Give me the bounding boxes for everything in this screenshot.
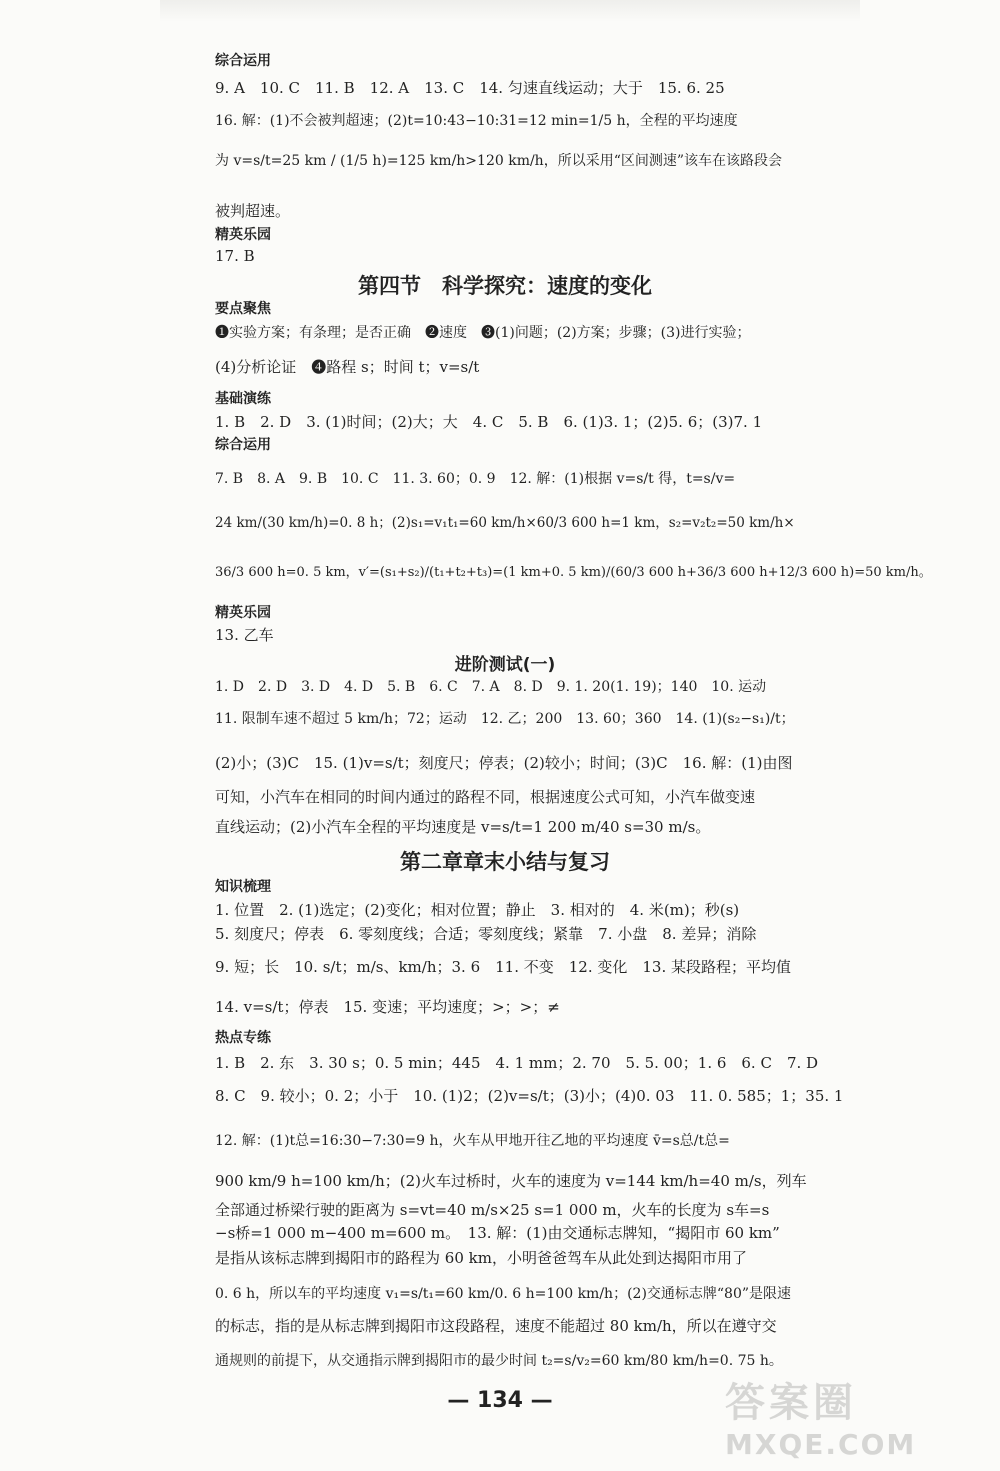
answer-line: (2)小；(3)C 15. (1)v=s/t；刻度尺；停表；(2)较小；时间；(3)C 16. 解：(1)由图 [215,754,793,772]
section-label: 精英乐园 [215,605,271,621]
answer-line: 13. 乙车 [215,626,274,644]
section-label: 综合运用 [215,53,271,69]
answer-line: 5. 刻度尺；停表 6. 零刻度线；合适；零刻度线；紧靠 7. 小盘 8. 差异；消除 [215,925,757,943]
answer-line: 16. 解：(1)不会被判超速；(2)t=10:43−10:31=12 min=1/5 h，全程的平均速度 [215,113,738,129]
answer-line: 8. C 9. 较小；0. 2；小于 10. (1)2；(2)v=s/t；(3)小；(4)0. 03 11. 0. 585；1；35. 1 [215,1087,844,1105]
answer-line: 14. v=s/t；停表 15. 变速；平均速度；>；>；≠ [215,998,560,1016]
answer-line: 直线运动；(2)小汽车全程的平均速度是 v=s/t=1 200 m/40 s=30 m/s。 [215,818,711,836]
answer-line: 通规则的前提下，从交通指示牌到揭阳市的最少时间 t₂=s/v₂=60 km/80 km/h=0. 75 h。 [215,1353,783,1369]
answer-line: 的标志，指的是从标志牌到揭阳市这段路程，速度不能超过 80 km/h，所以在遵守交 [215,1317,777,1335]
answer-line: 1. 位置 2. (1)选定；(2)变化；相对位置；静止 3. 相对的 4. 米(m)；秒(s) [215,901,740,919]
section-label: 要点聚焦 [215,301,271,317]
answer-line: 是指从该标志牌到揭阳市的路程为 60 km，小明爸爸驾车从此处到达揭阳市用了 [215,1249,747,1267]
answer-line: 11. 限制车速不超过 5 km/h；72；运动 12. 乙；200 13. 60；360 14. (1)(s₂−s₁)/t； [215,711,795,727]
section-title: 进阶测试(一) [454,655,556,675]
answer-line: ❶实验方案；有条理；是否正确 ❷速度 ❸(1)问题；(2)方案；步骤；(3)进行实验； [215,325,751,341]
watermark-url: MXQE.COM [725,1428,917,1461]
page-number: — 134 — [447,1388,553,1413]
watermark-text: 答案圈 [725,1380,857,1426]
section-label: 知识梳理 [215,879,271,895]
answer-line: 900 km/9 h=100 km/h；(2)火车过桥时，火车的速度为 v=144 km/h=40 m/s，列车 [215,1172,807,1190]
answer-line: 7. B 8. A 9. B 10. C 11. 3. 60；0. 9 12. 解：(1)根据 v=s/t 得，t=s/v= [215,471,736,487]
answer-line: 9. 短；长 10. s/t；m/s、km/h；3. 6 11. 不变 12. 变化 13. 某段路程；平均值 [215,958,791,976]
section-label: 热点专练 [215,1030,271,1046]
answer-line: −s桥=1 000 m−400 m=600 m。 13. 解：(1)由交通标志牌知，“揭阳市 60 km” [215,1224,780,1242]
section-label: 综合运用 [215,437,271,453]
answer-line: 1. D 2. D 3. D 4. D 5. B 6. C 7. A 8. D 9. 1. 20(1. 19)；140 10. 运动 [215,679,767,695]
answer-line: 36/3 600 h=0. 5 km，v′=(s₁+s₂)/(t₁+t₂+t₃)=(1 km+0. 5 km)/(60/3 600 h+36/3 600 h+12/3 600 h)=50 km/h。 [215,565,932,580]
answer-line: 1. B 2. D 3. (1)时间；(2)大；大 4. C 5. B 6. (1)3. 1；(2)5. 6；(3)7. 1 [215,413,763,431]
scan-bleed-through [160,0,860,22]
answer-line: 24 km/(30 km/h)=0. 8 h；(2)s₁=v₁t₁=60 km/h×60/3 600 h=1 km，s₂=v₂t₂=50 km/h× [215,515,795,531]
answer-line: 全部通过桥梁行驶的距离为 s=vt=40 m/s×25 s=1 000 m，火车的长度为 s车=s [215,1201,770,1219]
section-label: 基础演练 [215,391,271,407]
answer-line: 9. A 10. C 11. B 12. A 13. C 14. 匀速直线运动；大于 15. 6. 25 [215,79,725,97]
section-label: 精英乐园 [215,227,271,243]
answer-line: 12. 解：(1)t总=16:30−7:30=9 h，火车从甲地开往乙地的平均速度 v̄=s总/t总= [215,1133,730,1149]
answer-line: 可知，小汽车在相同的时间内通过的路程不同，根据速度公式可知，小汽车做变速 [215,788,756,806]
answer-line: 为 v=s/t=25 km / (1/5 h)=125 km/h>120 km/h，所以采用“区间测速”该车在该路段会 [215,153,783,169]
section-title: 第四节 科学探究：速度的变化 [358,274,652,298]
watermark-logo [725,1371,955,1461]
answer-line: 被判超速。 [215,202,291,220]
answer-line: 0. 6 h，所以车的平均速度 v₁=s/t₁=60 km/0. 6 h=100 km/h；(2)交通标志牌“80”是限速 [215,1286,792,1302]
section-title: 第二章章末小结与复习 [400,850,610,874]
answer-line: (4)分析论证 ❹路程 s；时间 t；v=s/t [215,358,480,376]
answer-line: 1. B 2. 东 3. 30 s；0. 5 min；445 4. 1 mm；2. 70 5. 5. 00；1. 6 6. C 7. D [215,1054,819,1072]
answer-line: 17. B [215,247,255,265]
